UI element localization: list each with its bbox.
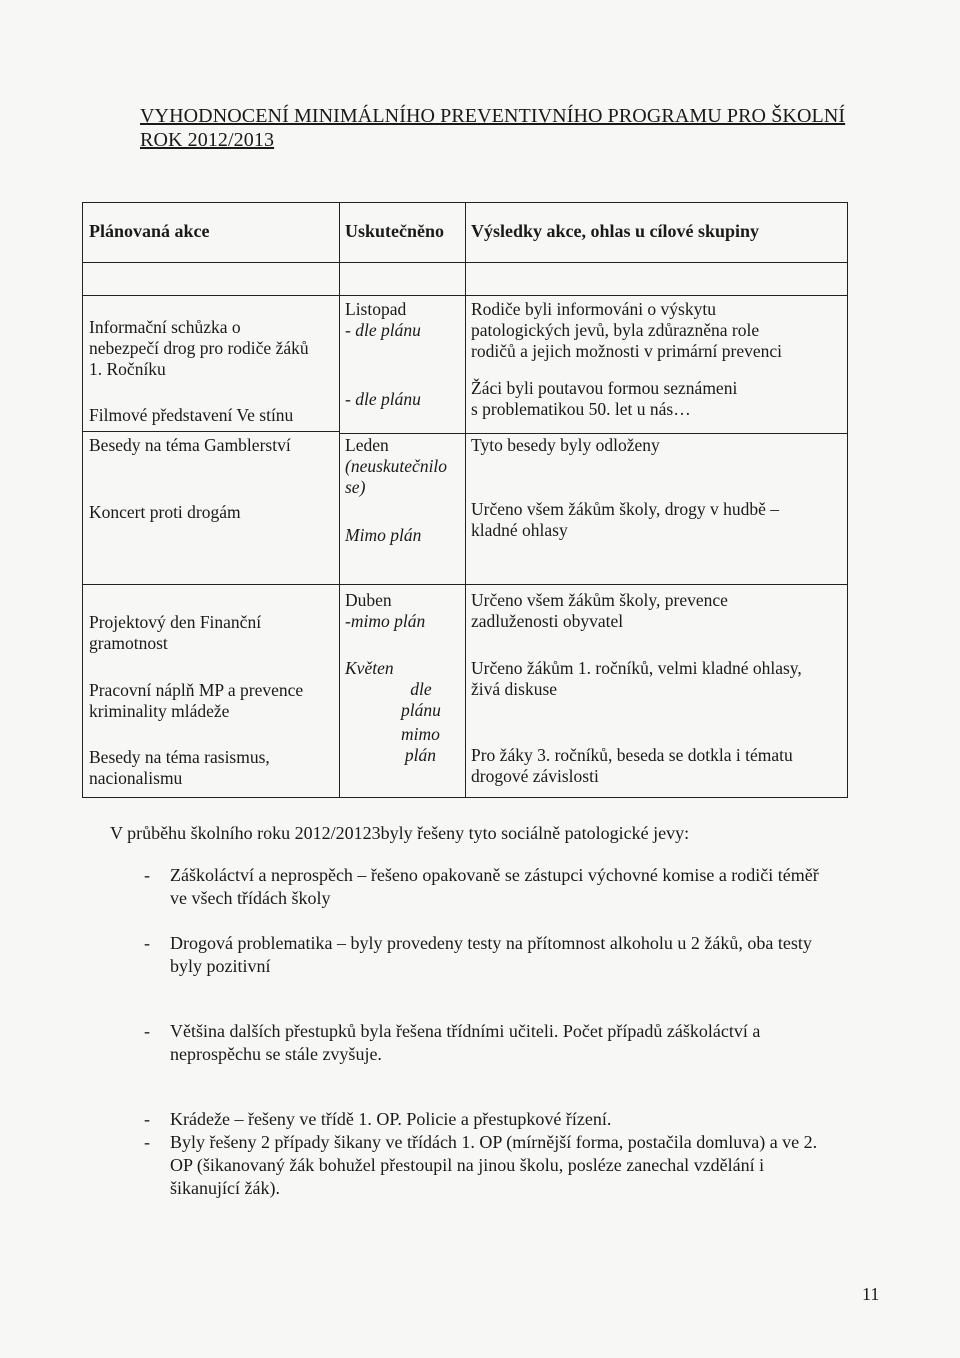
text-line: gramotnost xyxy=(89,633,168,653)
text-line: dle xyxy=(410,679,432,699)
row3-action-3 xyxy=(89,747,270,789)
row2-result-2 xyxy=(471,499,779,541)
text-line: plán xyxy=(404,745,436,765)
text-line: neprospěchu se stále zvyšuje. xyxy=(170,1044,382,1064)
intro-paragraph: V průběhu školního roku 2012/20123byly řešeny tyto sociálně patologické jevy: xyxy=(110,823,690,843)
page-number: 11 xyxy=(862,1284,880,1304)
row3-action-2 xyxy=(89,680,303,722)
row3-done-month: Duben xyxy=(345,590,392,610)
row1-done-status: - dle plánu xyxy=(345,320,421,340)
text-line: OP (šikanovaný žák bohužel přestoupil na jinou školu, posléze zanechal vzdělání i xyxy=(170,1155,765,1175)
row2-action: Besedy na téma Gamblerství xyxy=(89,435,291,455)
text-line: Projektový den Finanční xyxy=(89,612,262,632)
list-bullet: - xyxy=(144,865,150,885)
list-bullet: - xyxy=(144,1109,150,1129)
text-line: mimo xyxy=(401,724,440,744)
text-line: Určeno všem žákům školy, prevence xyxy=(471,590,728,610)
row-divider xyxy=(83,584,847,585)
title-line-2: ROK 2012/2013 xyxy=(140,129,275,151)
text-line: (neuskutečnilo xyxy=(345,456,448,476)
row2-result: Tyto besedy byly odloženy xyxy=(471,435,660,455)
row1-result-2 xyxy=(471,378,737,420)
row2-done-2: Mimo plán xyxy=(345,525,422,545)
text-line: kriminality mládeže xyxy=(89,701,230,721)
document-title xyxy=(140,104,860,152)
row-divider xyxy=(83,431,339,432)
row3-done-status-2 xyxy=(401,679,441,721)
prevention-table xyxy=(82,202,848,798)
column-divider xyxy=(465,203,466,797)
list-item xyxy=(170,1108,860,1131)
row3-result-2 xyxy=(471,658,802,700)
row-divider xyxy=(339,433,847,434)
header-results: Výsledky akce, ohlas u cílové skupiny xyxy=(471,221,760,241)
text-line: ve všech třídách školy xyxy=(170,888,331,908)
list-item xyxy=(170,864,860,910)
text-line: Informační schůzka o xyxy=(89,317,241,337)
text-line: Byly řešeny 2 případy šikany ve třídách 1. OP (mírnější forma, postačila domluva) a ve 2. xyxy=(170,1132,818,1152)
text-line: Pracovní náplň MP a prevence xyxy=(89,680,304,700)
text-line: Besedy na téma rasismus, xyxy=(89,747,270,767)
header-planned-action: Plánovaná akce xyxy=(89,221,210,241)
row2-action-2: Koncert proti drogám xyxy=(89,502,241,522)
text-line: rodičů a jejich možnosti v primární prevenci xyxy=(471,341,783,361)
row1-result xyxy=(471,299,782,362)
text-line: Drogová problematika – byly provedeny testy na přítomnost alkoholu u 2 žáků, oba testy xyxy=(170,933,812,953)
list-bullet: - xyxy=(144,933,150,953)
text-line: byly pozitivní xyxy=(170,956,271,976)
text-line: Většina dalších přestupků byla řešena třídními učiteli. Počet případů záškoláctví a xyxy=(170,1021,761,1041)
row1-action xyxy=(89,317,309,380)
text-line: živá diskuse xyxy=(471,679,558,699)
text-line: Záškoláctví a neprospěch – řešeno opakovaně se zástupci výchovné komise a rodiči téměř xyxy=(170,865,819,885)
text-line: se) xyxy=(345,477,366,497)
row-divider xyxy=(83,295,847,296)
column-divider xyxy=(339,203,340,797)
text-line: 1. Ročníku xyxy=(89,359,166,379)
header-done: Uskutečněno xyxy=(345,221,445,241)
text-line: nebezpečí drog pro rodiče žáků xyxy=(89,338,309,358)
list-bullet: - xyxy=(144,1021,150,1041)
row3-action xyxy=(89,612,261,654)
row1-action-2: Filmové představení Ve stínu xyxy=(89,405,294,425)
row2-done xyxy=(345,435,447,498)
text-line: zadluženosti obyvatel xyxy=(471,611,624,631)
text-line: patologických jevů, byla zdůrazněna role xyxy=(471,320,760,340)
text-line: Určeno žákům 1. ročníků, velmi kladné ohlasy, xyxy=(471,658,802,678)
list-bullet: - xyxy=(144,1132,150,1152)
row-divider xyxy=(83,262,847,263)
text-line: Určeno všem žákům školy, drogy v hudbě – xyxy=(471,499,779,519)
text-line: kladné ohlasy xyxy=(471,520,568,540)
title-line-1: VYHODNOCENÍ MINIMÁLNÍHO PREVENTIVNÍHO PROGRAMU PRO ŠKOLNÍ xyxy=(140,105,846,127)
list-item xyxy=(170,1131,870,1200)
list-item xyxy=(170,1020,860,1066)
text-line: Pro žáky 3. ročníků, beseda se dotkla i tématu xyxy=(471,745,793,765)
list-item xyxy=(170,932,860,978)
text-line: šikanující žák). xyxy=(170,1178,280,1198)
row1-done-month: Listopad xyxy=(345,299,407,319)
text-line: plánu xyxy=(401,700,441,720)
row1-done-status-2: - dle plánu xyxy=(345,389,421,409)
text-line: nacionalismu xyxy=(89,768,183,788)
text-line: s problematikou 50. let u nás… xyxy=(471,399,691,419)
row3-done-status: -mimo plán xyxy=(345,611,426,631)
row3-result xyxy=(471,590,728,632)
text-line: Rodiče byli informováni o výskytu xyxy=(471,299,716,319)
row3-done-month-2: Květen xyxy=(345,658,394,678)
text-line: Krádeže – řešeny ve třídě 1. OP. Policie a přestupkové řízení. xyxy=(170,1109,612,1129)
row3-done-status-3 xyxy=(401,724,440,766)
text-line: Leden xyxy=(345,435,389,455)
text-line: drogové závislosti xyxy=(471,766,599,786)
text-line: Žáci byli poutavou formou seznámeni xyxy=(471,378,738,398)
row3-result-3 xyxy=(471,745,793,787)
